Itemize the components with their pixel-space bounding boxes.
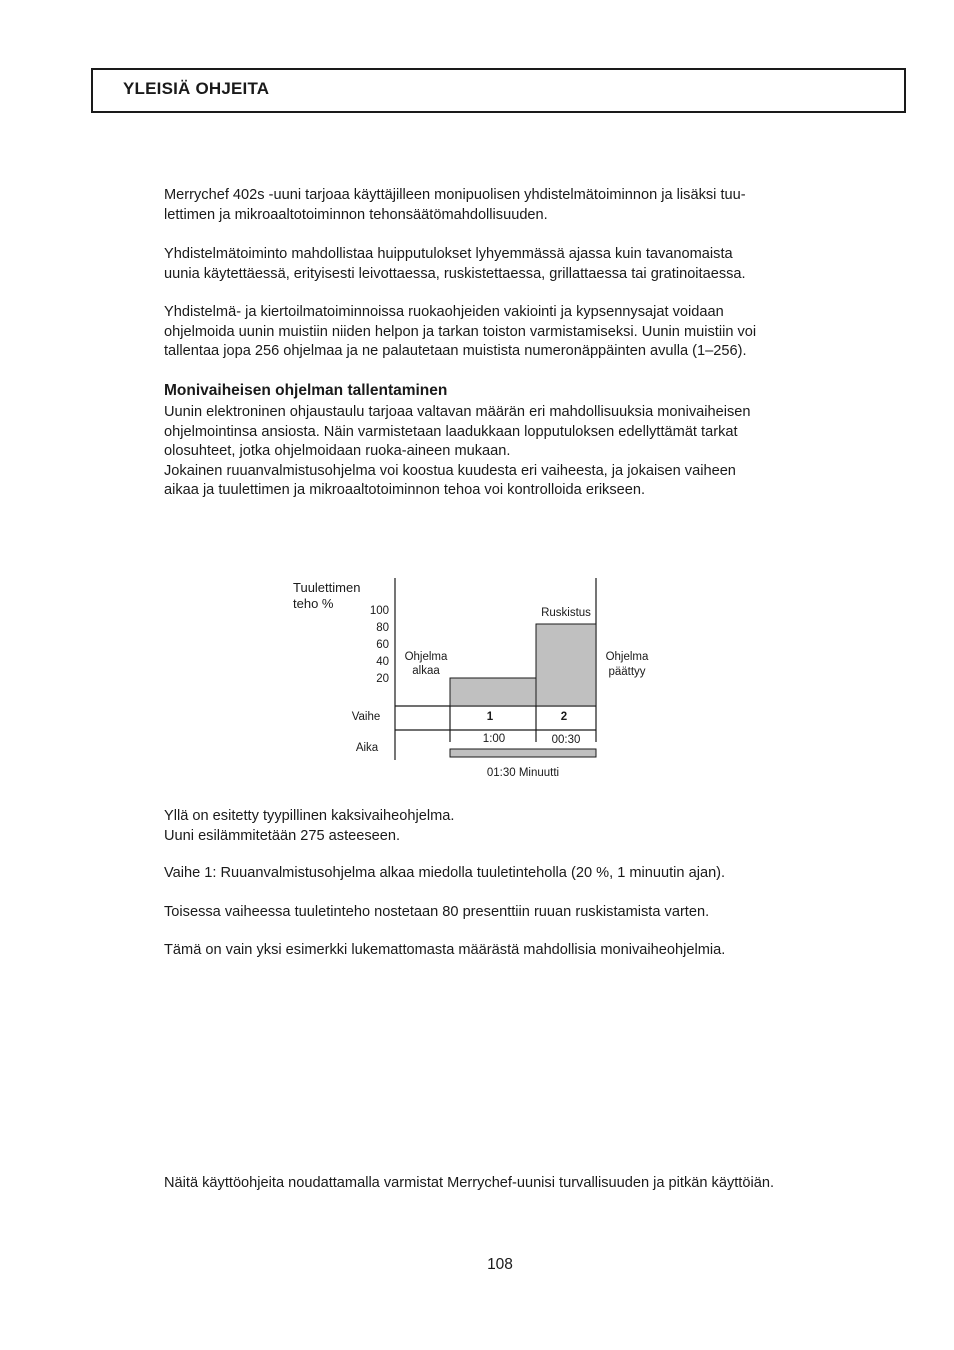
total-duration-bar <box>450 749 596 757</box>
closing-paragraph: Tämä on vain yksi esimerkki lukemattomasta määrästä mahdollisia monivaiheohjelmia. <box>164 942 726 958</box>
text-line: Uuni esilämmitetään 275 asteeseen. <box>164 827 401 844</box>
intro-paragraph-1 <box>164 186 844 225</box>
section-header-box <box>91 68 906 113</box>
y-tick-label: 80 <box>376 622 389 634</box>
text-line: olosuhteet, jotka ohjelmoidaan ruoka-aineen mukaan. <box>164 443 511 459</box>
text-line: lettimen ja mikroaaltotoiminnon tehonsäätömahdollisuuden. <box>164 206 548 223</box>
text-line: Uunin elektroninen ohjaustaulu tarjoaa valtavan määrän eri mahdollisuuksia monivaiheisen <box>164 404 751 420</box>
phase-1-duration: 1:00 <box>482 733 506 745</box>
y-tick-label: 100 <box>369 605 389 617</box>
text-line: uunia käytettäessä, erityisesti leivottaessa, ruskistettaessa, grillattaessa tai gratinoitaessa. <box>164 265 746 282</box>
start-label-line1: Ohjelma <box>404 651 448 663</box>
step-1-paragraph: Vaihe 1: Ruuanvalmistusohjelma alkaa miedolla tuuletinteholla (20 %, 1 minuutin ajan). <box>164 865 726 881</box>
phase-2-label: 2 <box>560 711 568 723</box>
intro-paragraph-3 <box>164 303 844 362</box>
text-line: Yhdistelmä- ja kiertoilmatoiminnoissa ruokaohjeiden vakiointi ja kypsennysajat voidaan <box>164 304 724 320</box>
fan-power-chart <box>280 570 680 790</box>
step-2-paragraph: Toisessa vaiheessa tuuletinteho nostetaan 80 presenttiin ruuan ruskistamista varten. <box>164 904 710 920</box>
start-label-line2: alkaa <box>412 665 440 677</box>
text-line: ohjelmoida uunin muistiin niiden helpon ja tarkan toiston varmistamiseksi. Uunin muistiin voi <box>164 323 757 340</box>
phase-2-duration: 00:30 <box>551 734 581 746</box>
bar-phase-2 <box>536 624 596 706</box>
y-tick-labels <box>370 605 389 685</box>
text-line: Yllä on esitetty tyypillinen kaksivaiheohjelma. <box>164 808 455 824</box>
example-paragraph <box>164 807 844 846</box>
section-heading: Monivaiheisen ohjelman tallentaminen <box>164 382 448 399</box>
text-line: Merrychef 402s -uuni tarjoaa käyttäjilleen monipuolisen yhdistelmätoiminnon ja lisäksi tuu- <box>164 187 746 203</box>
y-axis-title-line1: Tuulettimen <box>293 580 361 595</box>
y-tick-label: 20 <box>376 673 389 685</box>
text-line: tallentaa jopa 256 ohjelmaa ja ne palautetaan muistista numeronäppäinten avulla (1–256). <box>164 343 747 359</box>
phase-1-label: 1 <box>486 711 494 723</box>
y-tick-label: 60 <box>376 639 389 651</box>
end-label-line1: Ohjelma <box>605 651 649 663</box>
text-line: Jokainen ruuanvalmistusohjelma voi koostua kuudesta eri vaiheesta, ja jokaisen vaiheen <box>164 462 736 479</box>
y-axis-title-line2: teho % <box>293 596 334 611</box>
section-title: YLEISIÄ OHJEITA <box>123 79 270 98</box>
bar-annotation: Ruskistus <box>541 607 591 619</box>
page-number: 108 <box>487 1256 513 1273</box>
text-line: aikaa ja tuulettimen ja mikroaaltotoiminnon tehoa voi kontrolloida erikseen. <box>164 482 646 498</box>
end-label-line2: päättyy <box>608 666 646 678</box>
intro-paragraph-2 <box>164 245 844 284</box>
text-line: Yhdistelmätoiminto mahdollistaa huipputulokset lyhyemmässä ajassa kuin tavanomaista <box>164 246 733 262</box>
section-paragraph <box>164 403 844 501</box>
total-duration-label: 01:30 Minuutti <box>486 767 560 779</box>
text-line: ohjelmointinsa ansiosta. Näin varmistetaan laadukkaan lopputuloksen edellyttämät tarkat <box>164 423 738 440</box>
bar-phase-1 <box>450 678 536 706</box>
y-tick-label: 40 <box>376 656 389 668</box>
phase-row-label: Vaihe <box>351 711 381 723</box>
time-row-label: Aika <box>355 742 379 754</box>
footer-note: Näitä käyttöohjeita noudattamalla varmistat Merrychef-uunisi turvallisuuden ja pitkän käyttöiän. <box>164 1175 775 1191</box>
